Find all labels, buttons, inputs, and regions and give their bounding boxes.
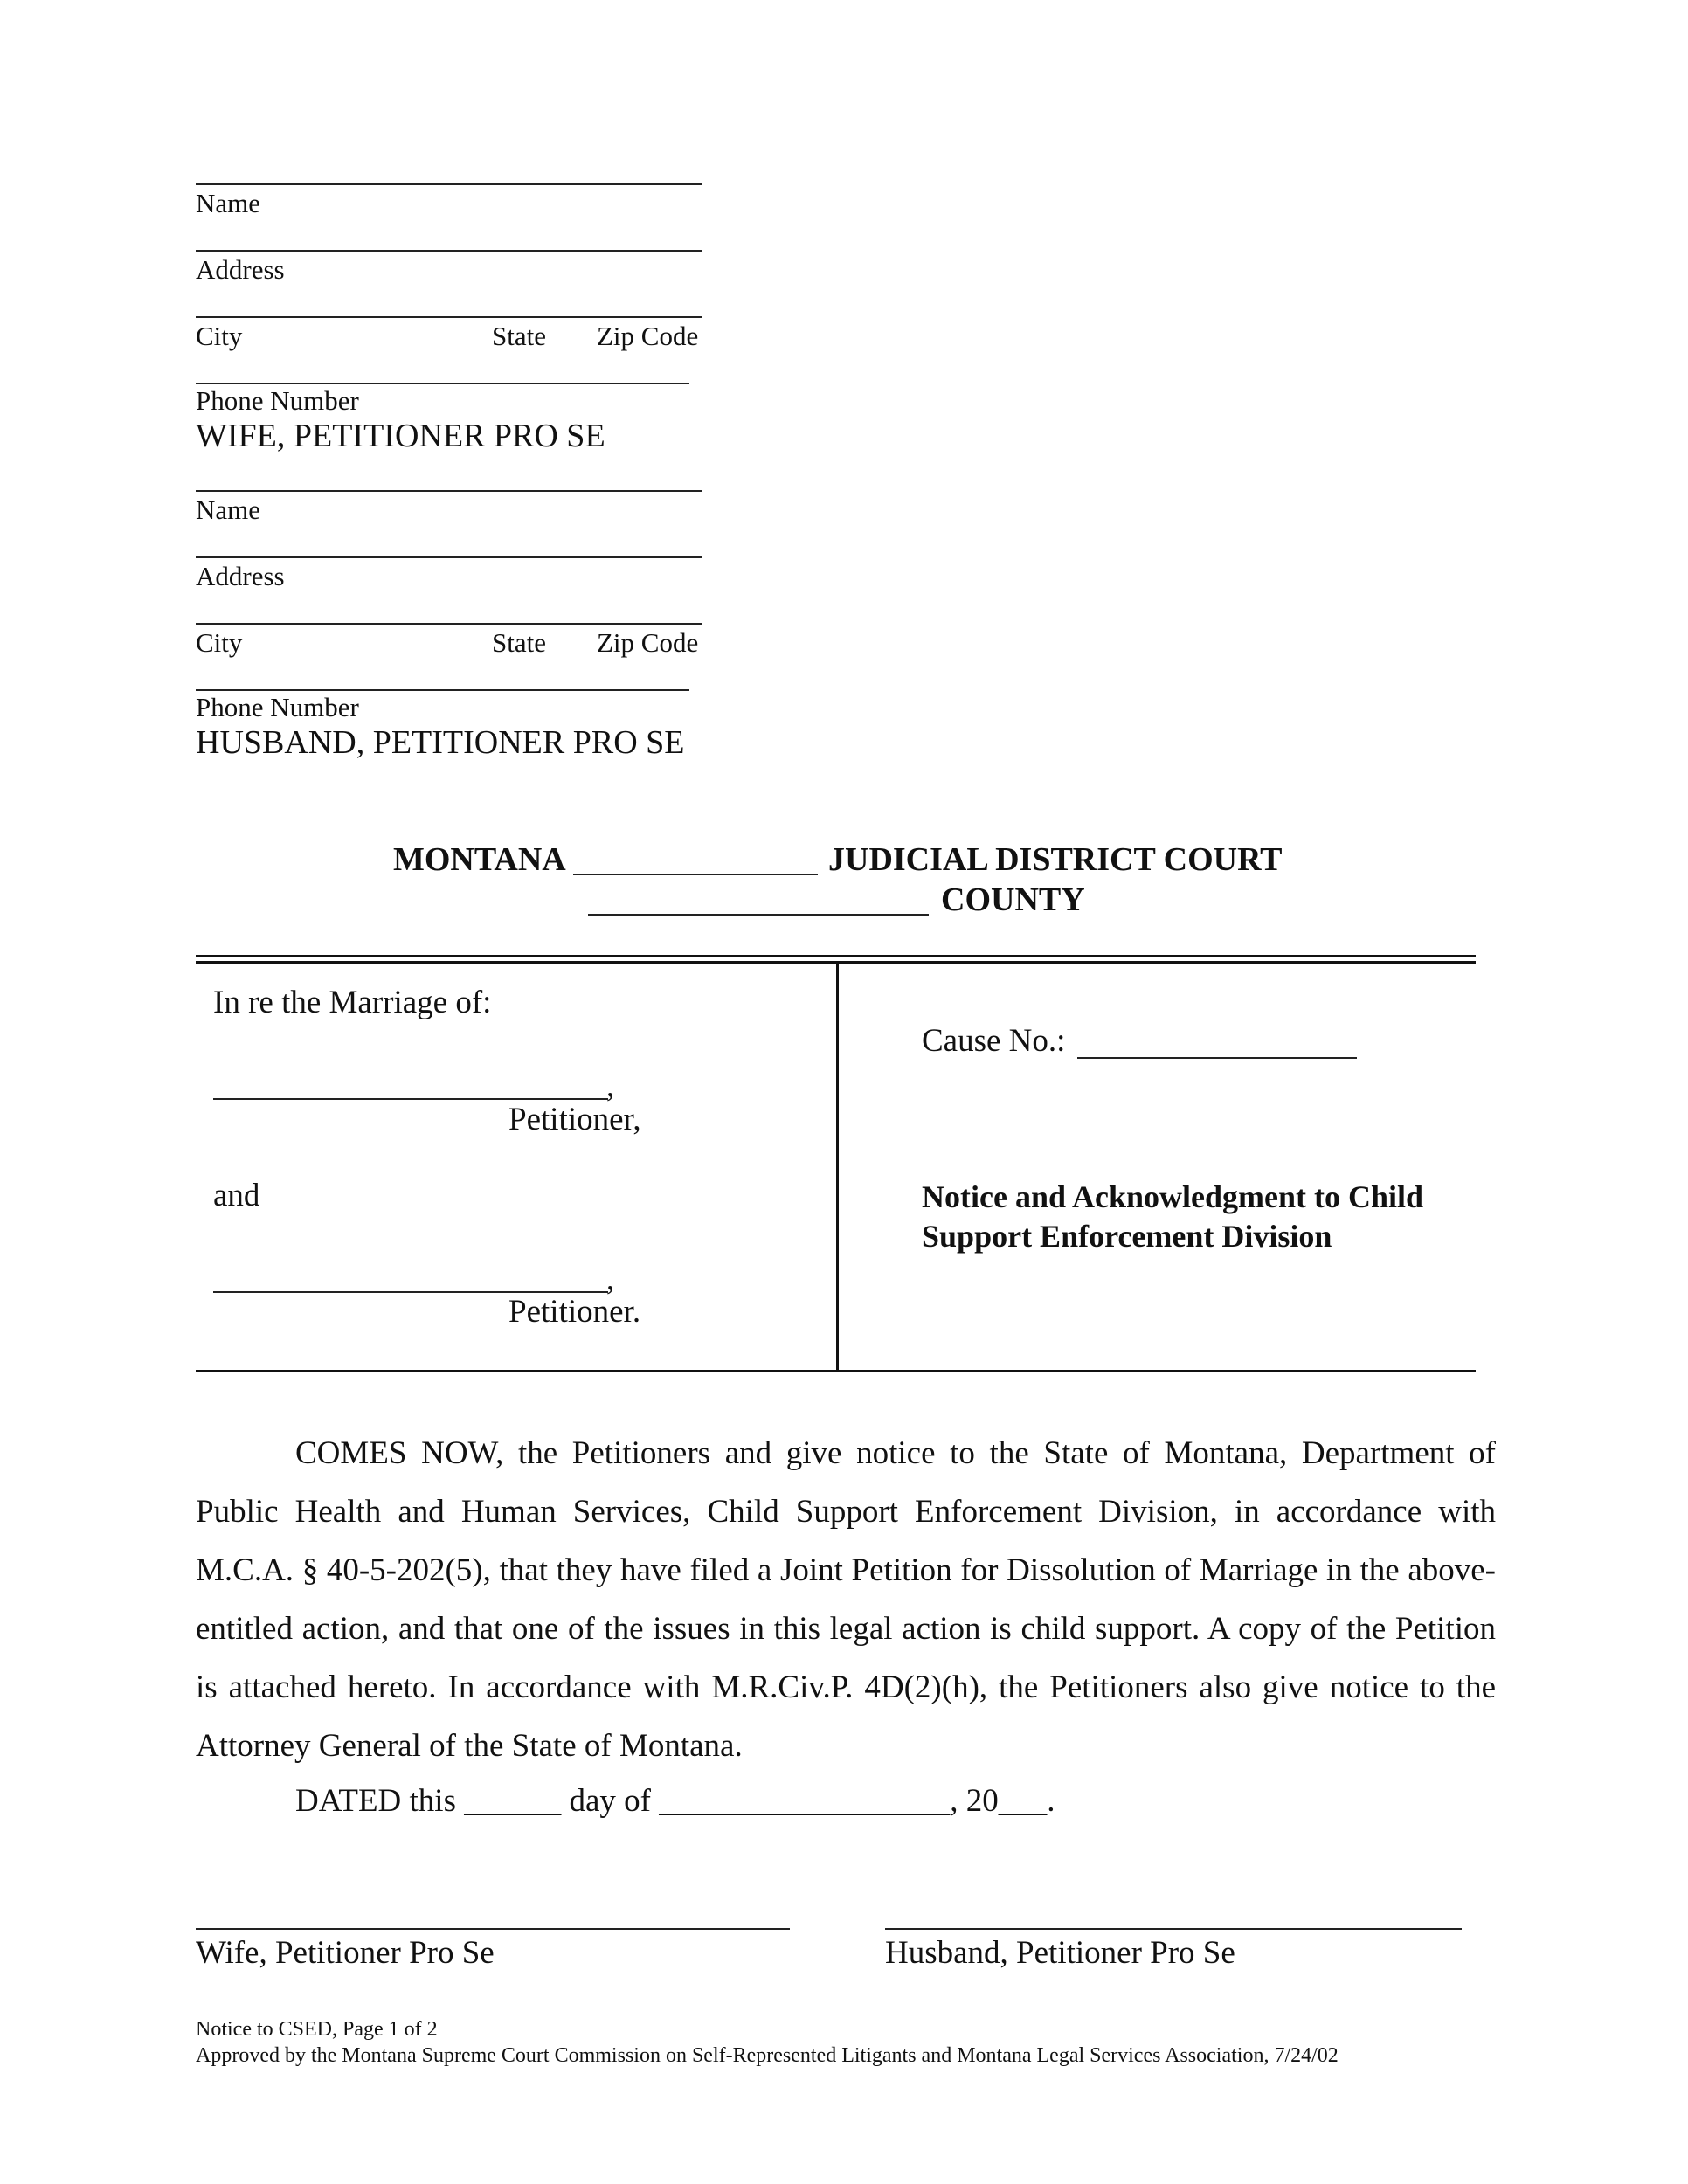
husband-city-label: City [196, 627, 243, 658]
wife-name-label: Name [196, 188, 261, 218]
caption-top-rule [196, 955, 1476, 957]
husband-address-label: Address [196, 561, 285, 591]
court-county-label: COUNTY [941, 881, 1085, 918]
husband-state-label: State [492, 627, 546, 658]
petitioner-1-name-blank[interactable] [213, 1098, 608, 1100]
cause-number-label: Cause No.: [922, 1023, 1066, 1059]
and-label: and [213, 1178, 260, 1213]
court-district-label: JUDICIAL DISTRICT COURT [828, 841, 1283, 878]
wife-phone-line[interactable] [196, 383, 689, 384]
husband-address-line[interactable] [196, 556, 702, 558]
petitioner-2-comma: , [606, 1261, 615, 1297]
dated-line: DATED this ______ day of __________________, 20___. [295, 1783, 1055, 1819]
court-state: MONTANA [393, 841, 566, 878]
notice-paragraph: COMES NOW, the Petitioners and give notice to the State of Montana, Department of Public Health and Human Services, Child Support Enforcement Division, in accordance with M.C.A. § 40-5-202(5), that they have filed a Joint Petition for Dissolution of Marriage in the above-entitled action, and that one of the issues in this legal action is child support. A copy of the Petition is attached hereto. In accordance with M.R.Civ.P. 4D(2)(h), the Petitioners also give notice to the Attorney General of the State of Montana. [196, 1435, 1496, 1764]
county-name-blank[interactable] [588, 914, 929, 916]
cause-number-blank[interactable] [1077, 1057, 1357, 1059]
husband-zip-label: Zip Code [597, 627, 699, 658]
wife-address-label: Address [196, 254, 285, 285]
district-number-blank[interactable] [573, 874, 818, 875]
husband-name-label: Name [196, 494, 261, 525]
wife-phone-label: Phone Number [196, 385, 359, 416]
husband-phone-line[interactable] [196, 689, 689, 691]
footer-approval-note: Approved by the Montana Supreme Court Commission on Self-Represented Litigants and Montana Legal Services Association, 7/24/02 [196, 2044, 1339, 2067]
husband-city-line[interactable] [196, 623, 702, 625]
wife-zip-label: Zip Code [597, 321, 699, 351]
wife-party-label: WIFE, PETITIONER PRO SE [196, 418, 605, 454]
petitioner-1-comma: , [606, 1068, 615, 1104]
wife-name-line[interactable] [196, 183, 702, 185]
wife-city-label: City [196, 321, 243, 351]
husband-name-line[interactable] [196, 490, 702, 492]
in-re-label: In re the Marriage of: [213, 985, 492, 1020]
petitioner-2-label: Petitioner. [508, 1294, 641, 1330]
husband-signature-label: Husband, Petitioner Pro Se [885, 1935, 1235, 1971]
husband-phone-label: Phone Number [196, 692, 359, 722]
husband-signature-line[interactable] [885, 1928, 1462, 1930]
document-title-line1: Notice and Acknowledgment to Child [922, 1179, 1424, 1214]
wife-city-line[interactable] [196, 316, 702, 318]
wife-signature-line[interactable] [196, 1928, 790, 1930]
document-title-line2: Support Enforcement Division [922, 1219, 1332, 1254]
caption-divider [836, 961, 839, 1372]
footer-page-number: Notice to CSED, Page 1 of 2 [196, 2018, 438, 2041]
wife-signature-label: Wife, Petitioner Pro Se [196, 1935, 495, 1971]
caption-bottom-rule [196, 1370, 1476, 1372]
wife-address-line[interactable] [196, 250, 702, 252]
petitioner-1-label: Petitioner, [508, 1102, 641, 1137]
wife-state-label: State [492, 321, 546, 351]
husband-party-label: HUSBAND, PETITIONER PRO SE [196, 724, 685, 761]
